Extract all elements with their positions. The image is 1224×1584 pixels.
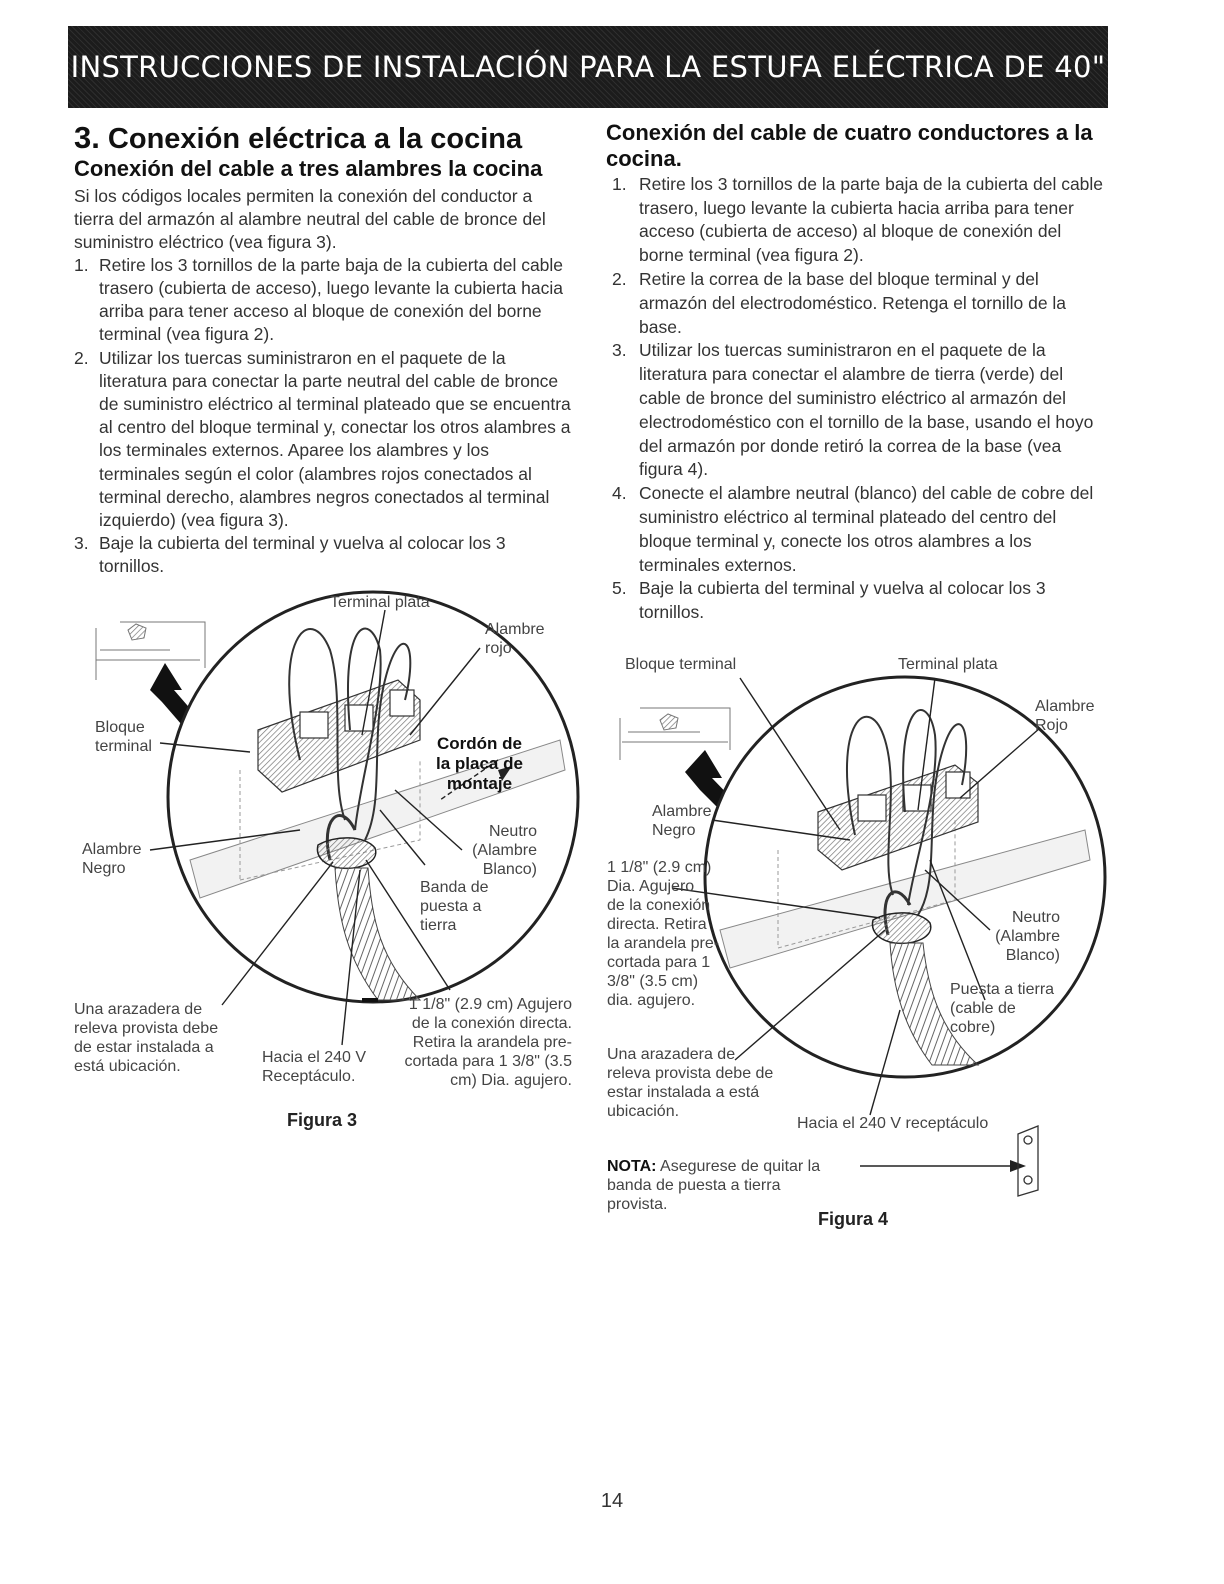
fig3-label-arazadera: Una arazadera de releva provista debe de estar instalada a está ubicación. bbox=[74, 1001, 219, 1075]
fig4-label-neutro: Neutro (Alambre Blanco) bbox=[995, 909, 1060, 964]
fig4-label-alambre-negro: Alambre Negro bbox=[652, 803, 712, 839]
fig4-label-arazadera: Una arazadera de releva provista debe de estar instalada a está ubicación. bbox=[607, 1046, 774, 1120]
fig3-label-agujero: 1 1/8" (2.9 cm) Agujero de la conexión directa. Retira la arandela pre- cortada para 1 3/8" (3.5 cm) Dia. agujero. bbox=[404, 996, 572, 1089]
step-item: 1. Retire los 3 tornillos de la parte baja de la cubierta del cable trasero (cubierta de acceso), luego levante la cubierta hacia arriba para tener acceso al bloque de conexión del borne terminal (vea figura 2). bbox=[74, 254, 564, 345]
figure-3-caption: Figura 3 bbox=[287, 1110, 358, 1130]
fig3-label-cordon: Cordón de la placa de montaje bbox=[436, 734, 523, 793]
step-item: 2. Retire la correa de la base del bloque terminal y del armazón del electrodoméstico. Retenga el tornillo de la base. bbox=[612, 268, 1067, 337]
step-item: 3. Utilizar los tuercas suministraron en el paquete de la literatura para conectar el alambre de tierra (verde) del cable de bronce del suministro eléctrico al armazón del electrodoméstico con el tornillo de la base, usando el hoyo del armazón por donde retiró la correa de la base (vea figura 4). bbox=[612, 340, 1094, 480]
fig3-label-neutro: Neutro (Alambre Blanco) bbox=[472, 823, 537, 878]
banner-title: INSTRUCCIONES DE INSTALACIÓN PARA LA ESTUFA ELÉCTRICA DE 40" bbox=[70, 50, 1106, 84]
step-item: 1. Retire los 3 tornillos de la parte baja de la cubierta del cable trasero, luego levante la cubierta hacia arriba para tener acceso (cubierta de acceso) al bloque de conexión del borne terminal (vea figura 2). bbox=[612, 173, 1104, 266]
fig3-label-bloque-terminal: Bloque terminal bbox=[95, 719, 152, 755]
fig3-label-terminal-plata: Terminal plata bbox=[330, 594, 430, 611]
figure-4-caption: Figura 4 bbox=[818, 1209, 889, 1229]
fig4-label-bloque-terminal: Bloque terminal bbox=[625, 656, 737, 673]
four-wire-subtitle: Conexión del cable de cuatro conductores a la cocina. bbox=[606, 120, 1093, 172]
ground-strap-icon bbox=[1018, 1126, 1038, 1196]
range-inset-4 bbox=[620, 708, 730, 760]
fig4-label-terminal-plata: Terminal plata bbox=[898, 656, 998, 673]
fig3-label-hacia: Hacia el 240 V Receptáculo. bbox=[262, 1049, 367, 1085]
three-wire-intro: Si los códigos locales permiten la conexión del conductor a tierra del armazón al alambre neutral del cable de bronce del suministro eléctrico (vea figura 3). bbox=[74, 185, 546, 252]
nota-text: NOTA: Asegurese de quitar la banda de puesta a tierra provista. bbox=[607, 1158, 821, 1213]
section-number: 3. bbox=[74, 120, 100, 155]
step-item: 5. Baje la cubierta del terminal y vuelva al colocar los 3 tornillos. bbox=[612, 578, 1046, 623]
fig3-label-alambre-rojo: Alambre rojo bbox=[485, 621, 545, 657]
section-title: Conexión eléctrica a la cocina bbox=[107, 123, 523, 155]
fig3-label-banda: Banda de puesta a tierra bbox=[420, 879, 489, 934]
strain-relief-4 bbox=[872, 913, 930, 943]
page-number: 14 bbox=[600, 1490, 624, 1512]
fig4-label-agujero: 1 1/8" (2.9 cm) Dia. Agujero de la conexión directa. Retira la arandela pre- cortada para 1 3/8" (3.5 cm) dia. agujero. bbox=[607, 859, 720, 1009]
step-item: 3. Baje la cubierta del terminal y vuelva al colocar los 3 tornillos. bbox=[74, 533, 506, 577]
fig4-label-hacia: Hacia el 240 V receptáculo bbox=[797, 1115, 989, 1132]
step-item: 4. Conecte el alambre neutral (blanco) del cable de cobre del suministro eléctrico al terminal plateado del centro del bloque terminal y, conecte los otros alambres a los terminales externos. bbox=[612, 483, 1094, 575]
three-wire-subtitle: Conexión del cable a tres alambres la cocina bbox=[74, 156, 543, 182]
fig3-label-alambre-negro: Alambre Negro bbox=[82, 841, 142, 877]
step-item: 2. Utilizar los tuercas suministraron en el paquete de la literatura para conectar la parte neutral del cable de bronce de suministro eléctrico al terminal plateado que se encuentra al centro del bloque terminal y, conectar los otros alambres a los terminales externos. Aparee los alambres y los terminales según el color (alambres rojos conectados al terminal derecho, alambres negros conectados al terminal izquierdo) (vea figura 3). bbox=[74, 347, 571, 530]
fig4-label-alambre-rojo: Alambre Rojo bbox=[1035, 698, 1095, 734]
fig4-label-puesta: Puesta a tierra (cable de cobre) bbox=[950, 981, 1055, 1036]
